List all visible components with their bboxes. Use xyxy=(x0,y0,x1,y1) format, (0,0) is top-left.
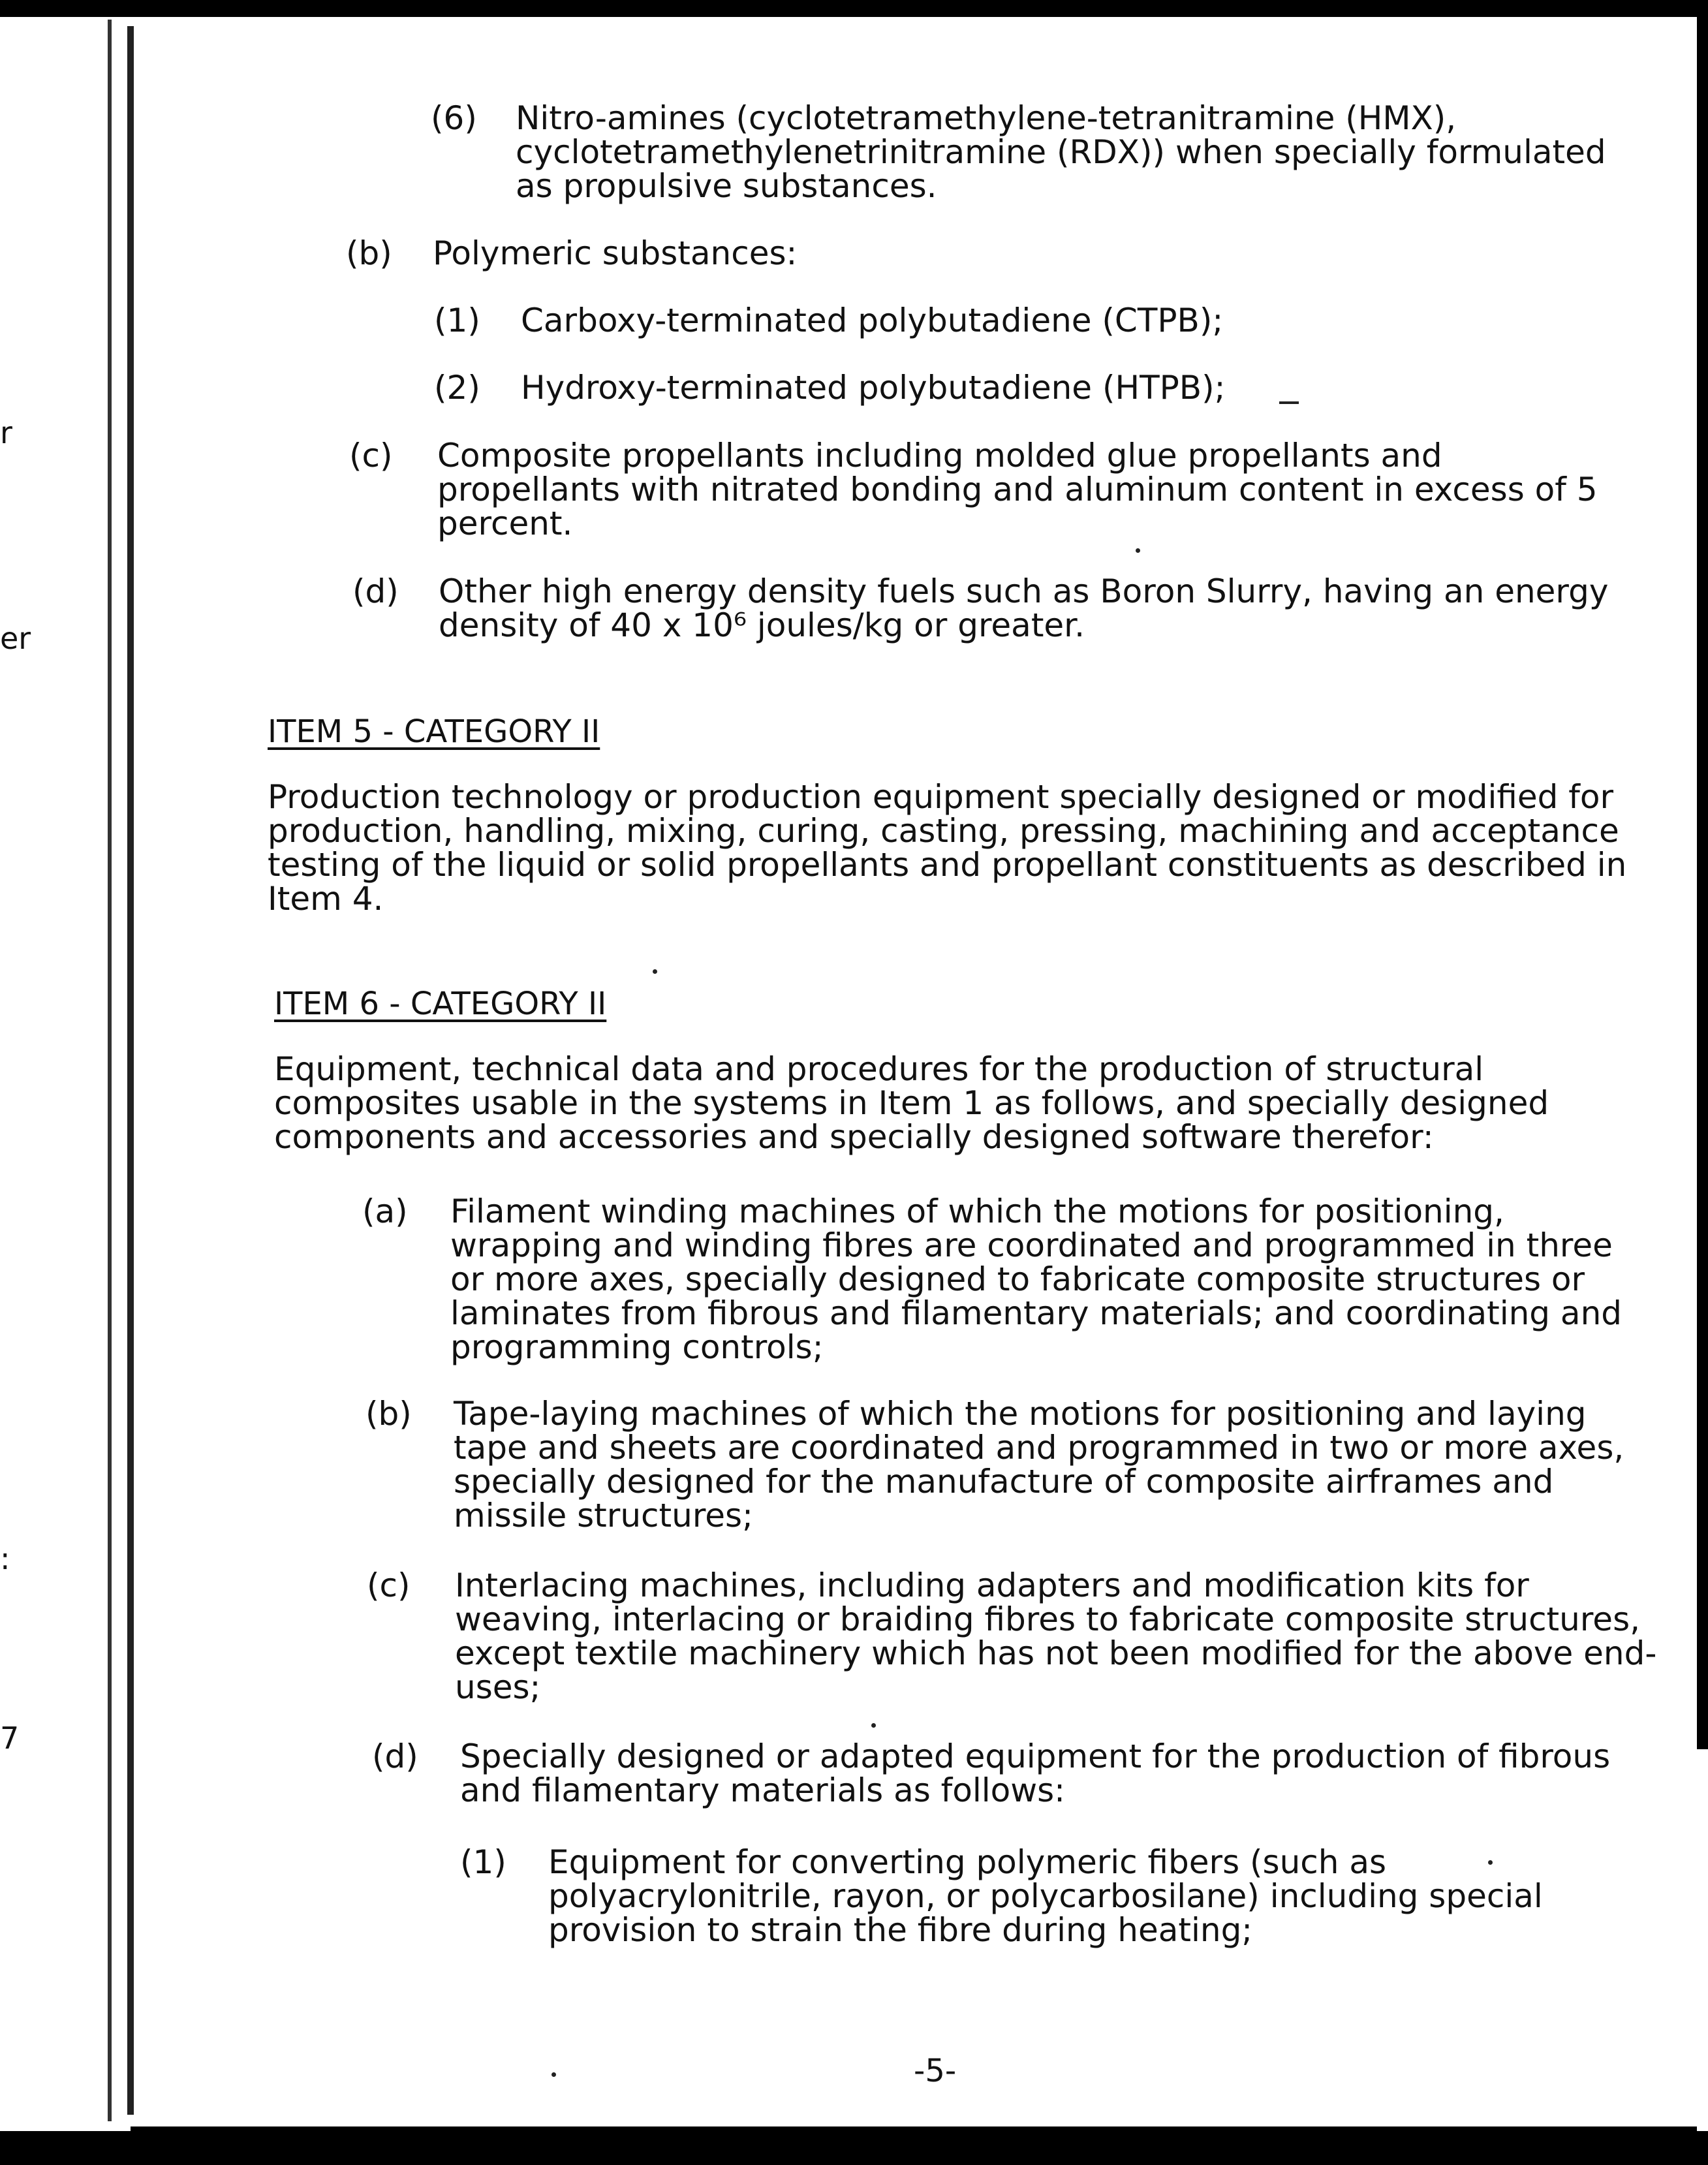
margin-fragment-2: er xyxy=(0,621,31,656)
list-item-label: (c) xyxy=(349,437,393,475)
list-item-text: Hydroxy-terminated polybutadiene (HTPB); xyxy=(521,369,1226,407)
list-item-text: Nitro-amines (cyclotetramethylene-tetranitramine (HMX), cyclotetramethylenetrinitramine (RDX)) when specially formulated as propulsive substances. xyxy=(516,99,1606,205)
list-item-label: (b) xyxy=(365,1395,412,1433)
list-item-text: Equipment for converting polymeric fibers (such as polyacrylonitrile, rayon, or polycarbosilane) including special provision to strain the fibre during heating; xyxy=(548,1843,1543,1949)
scan-bottom-edge xyxy=(0,2131,1708,2165)
scan-speck xyxy=(1488,1860,1493,1865)
scan-speck xyxy=(1136,548,1140,553)
scan-speck xyxy=(551,2072,556,2077)
list-item-label: (1) xyxy=(460,1843,506,1881)
list-item-label: (b) xyxy=(346,234,392,272)
scan-bottom-edge-inner xyxy=(131,2126,1697,2132)
margin-fragment-1: r xyxy=(0,415,12,450)
margin-fragment-4: 7 xyxy=(0,1721,20,1756)
scan-top-edge xyxy=(0,0,1708,17)
item5-heading: ITEM 5 - CATEGORY II xyxy=(268,713,600,750)
item6-body: Equipment, technical data and procedures for the production of structural composites usable in the systems in Item 1 as follows, and specially designed components and accessories and specially designed software therefor: xyxy=(274,1050,1549,1156)
list-item-text: Other high energy density fuels such as Boron Slurry, having an energy density of 40 x 10⁶ joules/kg or greater. xyxy=(439,572,1609,644)
margin-fragment-3: : xyxy=(0,1541,10,1576)
list-item-label: (d) xyxy=(352,572,399,610)
scan-speck xyxy=(653,969,657,974)
page-number: -5- xyxy=(914,2053,957,2089)
list-item-label: (a) xyxy=(362,1192,408,1230)
list-item-label: (d) xyxy=(372,1737,418,1775)
list-item-text: Tape-laying machines of which the motions for positioning and laying tape and sheets are coordinated and programmed in two or more axes, specially designed for the manufacture of composite airframes and missile structures; xyxy=(454,1395,1624,1534)
scan-speck xyxy=(871,1723,876,1728)
list-item-text: Composite propellants including molded glue propellants and propellants with nitrated bonding and aluminum content in excess of 5 percent. xyxy=(437,437,1598,542)
list-item-label: (6) xyxy=(431,99,477,137)
scan-speck xyxy=(1279,401,1299,404)
list-item-text: Filament winding machines of which the motions for positioning, wrapping and winding fibres are coordinated and programmed in three or more axes, specially designed to fabricate composite structures or laminates from fibrous and filamentary materials; and coordinating and programming controls; xyxy=(450,1192,1622,1366)
list-item-text: Specially designed or adapted equipment for the production of fibrous and filamentary materials as follows: xyxy=(460,1737,1611,1809)
item6-heading: ITEM 6 - CATEGORY II xyxy=(274,986,607,1022)
list-item-label: (c) xyxy=(367,1566,411,1604)
list-item-label: (2) xyxy=(434,369,480,407)
list-item-text: Interlacing machines, including adapters and modification kits for weaving, interlacing or braiding fibres to fabricate composite structures, except textile machinery which has not been modified for the above end- uses; xyxy=(455,1566,1657,1706)
item5-body: Production technology or production equipment specially designed or modified for production, handling, mixing, curing, casting, pressing, machining and acceptance testing of the liquid or solid propellants and propellant constituents as described in Item 4. xyxy=(268,778,1627,918)
scan-right-edge xyxy=(1697,0,1708,1749)
list-item-label: (1) xyxy=(434,302,480,339)
list-item-text: Carboxy-terminated polybutadiene (CTPB); xyxy=(521,302,1224,339)
binding-line-inner xyxy=(127,26,134,2115)
binding-line-outer xyxy=(108,20,112,2121)
list-item-text: Polymeric substances: xyxy=(433,234,798,272)
